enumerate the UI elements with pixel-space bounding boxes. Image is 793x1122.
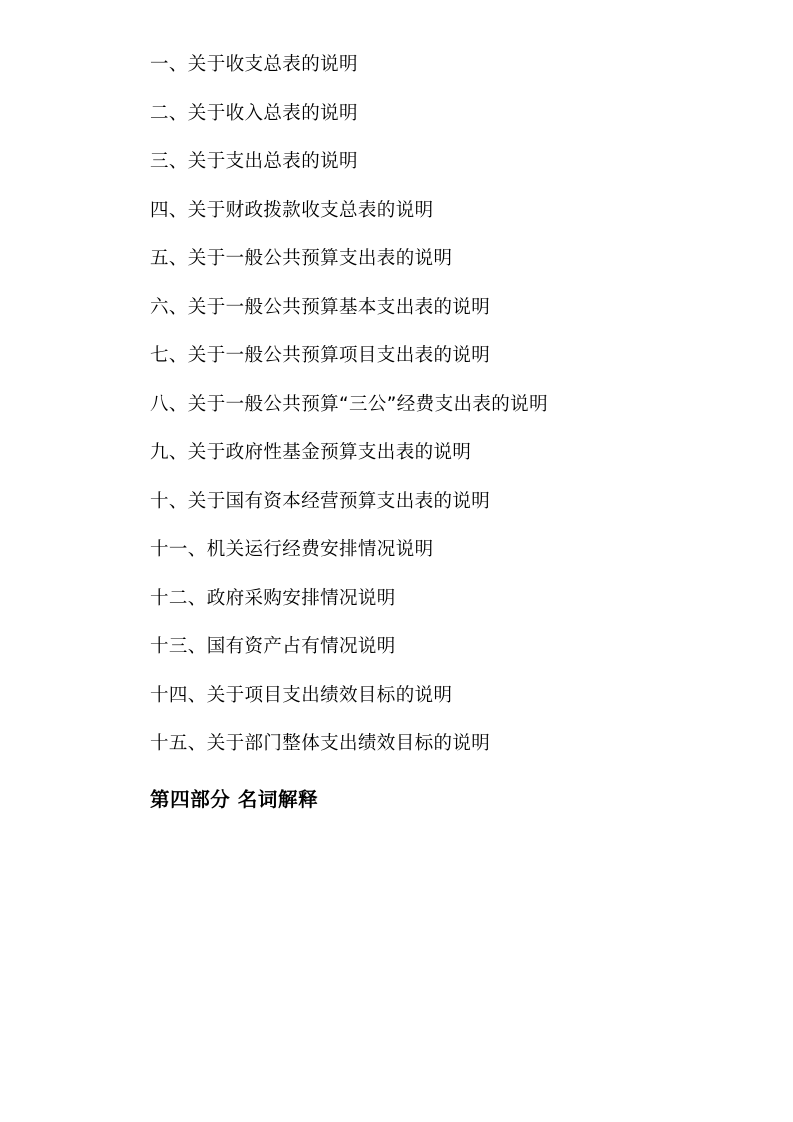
list-item: 十五、关于部门整体支出绩效目标的说明 — [150, 733, 491, 754]
table-of-contents — [150, 56, 709, 754]
list-item: 二、关于收入总表的说明 — [150, 102, 358, 124]
page-title: 第四部分 名词解释 — [150, 787, 319, 811]
list-item: 八、关于一般公共预算“三公”经费支出表的说明 — [150, 393, 548, 415]
list-item: 一、关于收支总表的说明 — [150, 54, 358, 75]
list-item: 四、关于财政拨款收支总表的说明 — [150, 199, 434, 221]
list-item: 九、关于政府性基金预算支出表的说明 — [150, 442, 472, 463]
list-item: 五、关于一般公共预算支出表的说明 — [150, 248, 453, 269]
list-item: 十二、政府采购安排情况说明 — [150, 587, 396, 609]
list-item: 十一、机关运行经费安排情况说明 — [150, 539, 434, 560]
list-item: 十三、国有资产占有情况说明 — [150, 636, 396, 657]
list-item: 六、关于一般公共预算基本支出表的说明 — [150, 296, 491, 318]
list-item: 十四、关于项目支出绩效目标的说明 — [150, 684, 453, 706]
list-item: 三、关于支出总表的说明 — [150, 151, 358, 172]
list-item: 十、关于国有资本经营预算支出表的说明 — [150, 490, 491, 512]
list-item: 七、关于一般公共预算项目支出表的说明 — [150, 345, 491, 366]
